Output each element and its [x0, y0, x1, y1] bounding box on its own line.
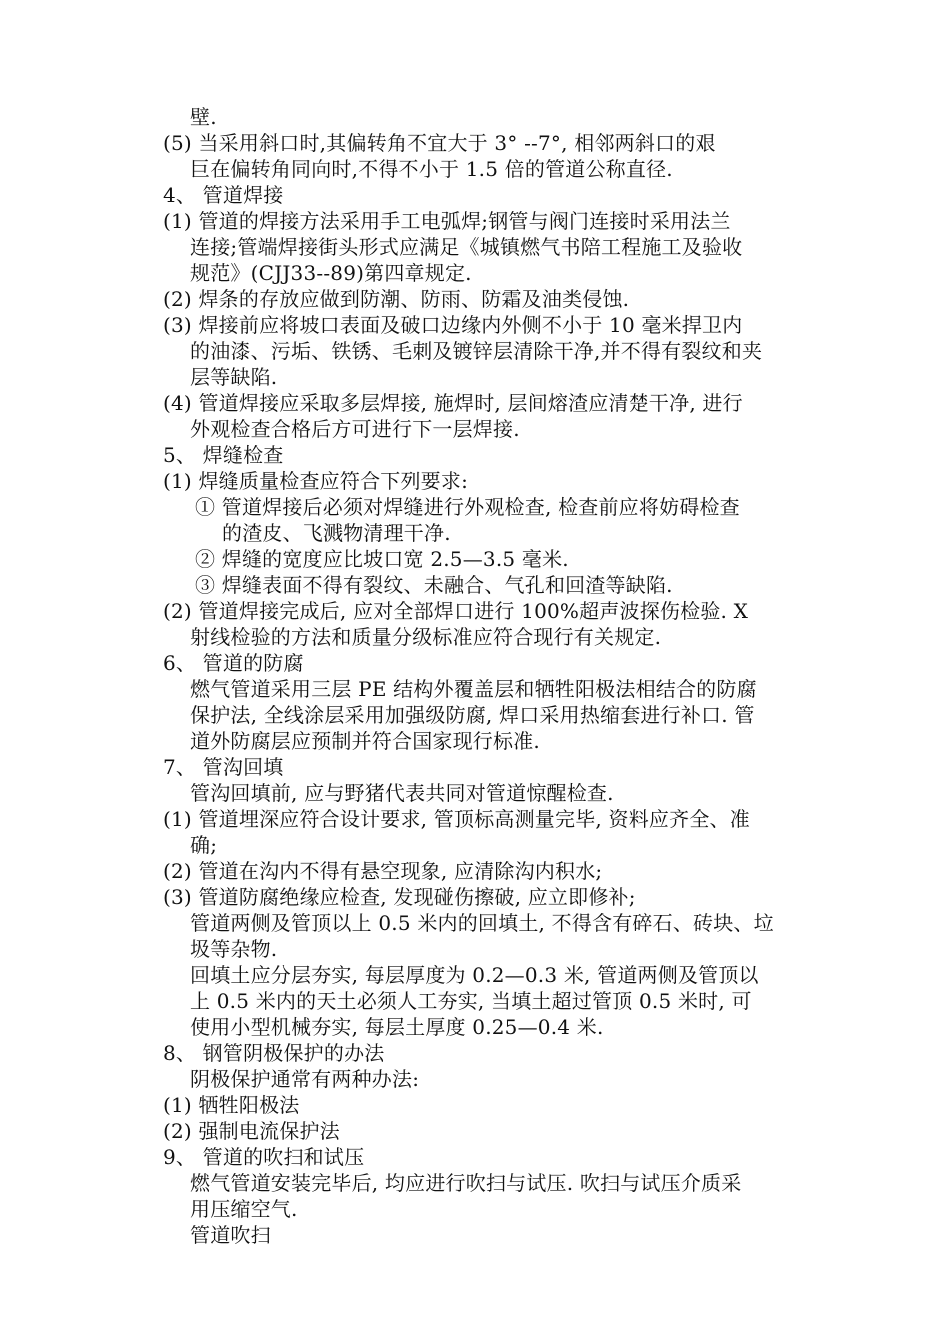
text-line: 5、 焊缝检查 — [163, 443, 284, 467]
text-line: 7、 管沟回填 — [163, 755, 284, 779]
text-line: 9、 管道的吹扫和试压 — [163, 1145, 365, 1169]
text-line: (3) 焊接前应将坡口表面及破口边缘内外侧不小于 10 毫米捍卫内 — [163, 313, 743, 337]
text-line: ① 管道焊接后必须对焊缝进行外观检查, 检查前应将妨碍检查 — [195, 495, 740, 519]
text-line: (2) 管道在沟内不得有悬空现象, 应清除沟内积水; — [163, 859, 603, 883]
text-line: 确; — [190, 833, 218, 857]
text-line: 4、 管道焊接 — [163, 183, 284, 207]
text-line: (1) 焊缝质量检查应符合下列要求: — [163, 469, 469, 493]
text-line: (4) 管道焊接应采取多层焊接, 施焊时, 层间熔渣应清楚干净, 进行 — [163, 391, 743, 415]
text-line: (5) 当采用斜口时,其偏转角不宜大于 3° --7°, 相邻两斜口的艰 — [163, 131, 716, 155]
text-line: 的渣皮、飞溅物清理干净. — [222, 521, 451, 545]
text-line: (1) 管道的焊接方法采用手工电弧焊;钢管与阀门连接时采用法兰 — [163, 209, 731, 233]
text-line: 阴极保护通常有两种办法: — [190, 1067, 420, 1091]
text-line: 燃气管道采用三层 PE 结构外覆盖层和牺牲阳极法相结合的防腐 — [190, 677, 757, 701]
text-line: 规范》(CJJ33--89)第四章规定. — [190, 261, 472, 285]
text-line: 管沟回填前, 应与野猪代表共同对管道惊醒检查. — [190, 781, 614, 805]
text-line: 圾等杂物. — [190, 937, 278, 961]
text-line: (2) 强制电流保护法 — [163, 1119, 340, 1143]
text-line: (1) 管道埋深应符合设计要求, 管顶标高测量完毕, 资料应齐全、准 — [163, 807, 750, 831]
text-line: 6、 管道的防腐 — [163, 651, 304, 675]
text-line: 管道两侧及管顶以上 0.5 米内的回填土, 不得含有碎石、砖块、垃 — [190, 911, 774, 935]
text-line: ② 焊缝的宽度应比坡口宽 2.5—3.5 毫米. — [195, 547, 569, 571]
text-line: 8、 钢管阴极保护的办法 — [163, 1041, 385, 1065]
text-line: 上 0.5 米内的天土必须人工夯实, 当填土超过管顶 0.5 米时, 可 — [190, 989, 752, 1013]
text-line: 连接;管端焊接街头形式应满足《城镇燃气书陪工程施工及验收 — [190, 235, 743, 259]
text-line: 的油漆、污垢、铁锈、毛刺及镀锌层清除干净,并不得有裂纹和夹 — [190, 339, 763, 363]
text-line: 巨在偏转角同向时,不得不小于 1.5 倍的管道公称直径. — [190, 157, 673, 181]
text-line: 道外防腐层应预制并符合国家现行标准. — [190, 729, 540, 753]
text-line: 层等缺陷. — [190, 365, 278, 389]
text-line: (2) 焊条的存放应做到防潮、防雨、防霜及油类侵蚀. — [163, 287, 630, 311]
text-line: 射线检验的方法和质量分级标准应符合现行有关规定. — [190, 625, 662, 649]
text-line: 壁. — [190, 105, 217, 129]
text-line: 管道吹扫 — [190, 1223, 271, 1247]
text-line: ③ 焊缝表面不得有裂纹、未融合、气孔和回渣等缺陷. — [195, 573, 673, 597]
text-line: (1) 牺牲阳极法 — [163, 1093, 300, 1117]
text-line: 燃气管道安装完毕后, 均应进行吹扫与试压. 吹扫与试压介质采 — [190, 1171, 742, 1195]
text-line: 保护法, 全线涂层采用加强级防腐, 焊口采用热缩套进行补口. 管 — [190, 703, 755, 727]
text-line: 使用小型机械夯实, 每层土厚度 0.25—0.4 米. — [190, 1015, 604, 1039]
text-line: (3) 管道防腐绝缘应检查, 发现碰伤擦破, 应立即修补; — [163, 885, 636, 909]
text-line: 用压缩空气. — [190, 1197, 298, 1221]
text-line: 回填土应分层夯实, 每层厚度为 0.2—0.3 米, 管道两侧及管顶以 — [190, 963, 759, 987]
text-line: (2) 管道焊接完成后, 应对全部焊口进行 100%超声波探伤检验. X — [163, 599, 749, 623]
text-line: 外观检查合格后方可进行下一层焊接. — [190, 417, 520, 441]
